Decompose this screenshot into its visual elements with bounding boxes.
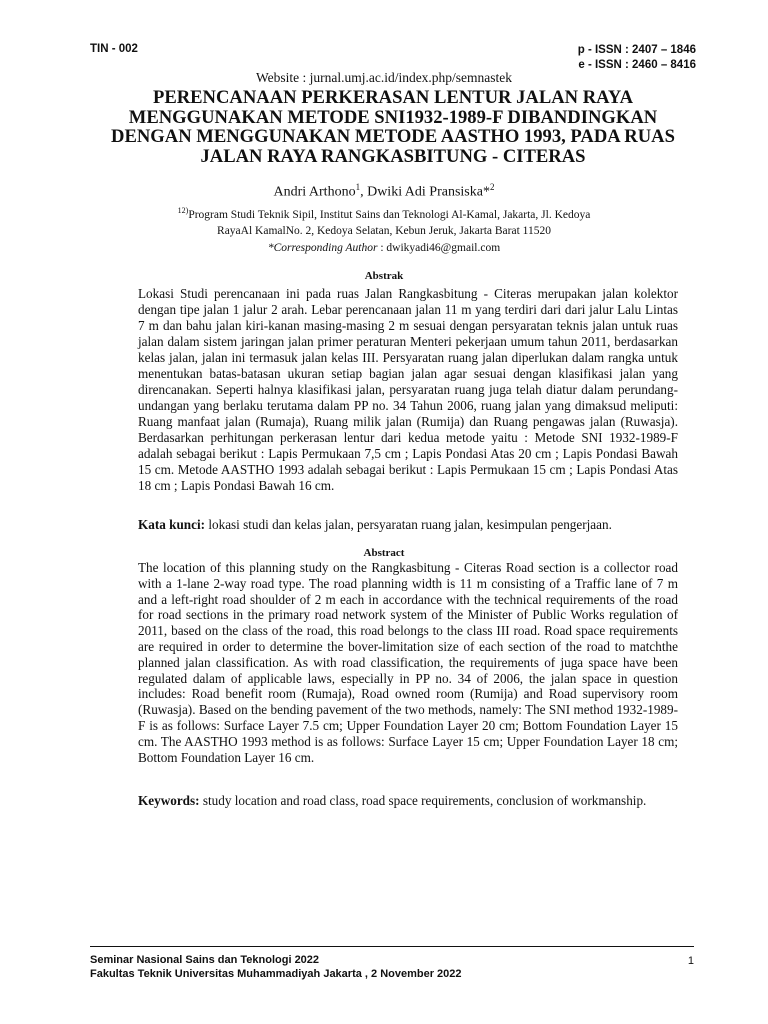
corresponding-author (0, 242, 768, 254)
abstrak-body: Lokasi Studi perencanaan ini pada ruas Jalan Rangkasbitung - Citeras merupakan jalan kolektor dengan tipe jalan 1 jalur 2 arah. Lebar perencanaan jalan 11 m yang terdiri dari dari jalur Lalu Lintas 7 m dan bahu jalan kiri-kanan masing-masing 2 m sesuai dengan persyaratan teknis jalan untuk ruas jalan dalam sistem jaringan jalan primer peraturan Menteri pekerjaan umum tahun 2011, berdasarkan kelas jalan, jalan ini termasuk jalan kelas III. Persyaratan ruang jalan diperlukan dalam rangka untuk menentukan batas-batasan ukuran setiap bagian jalan agar sesuai dengan klasifikasi jalan yang direncanakan. Seperti halnya klasifikasi jalan, persyaratan ruang juga telah diatur dalam perundang-undangan yang berlaku terutama dalam PP no. 34 Tahun 2006, ruang jalan yang dimaksud meliputi: Ruang manfaat jalan (Rumaja), Ruang milik jalan (Rumija) dan Ruang pengawas jalan (Ruwasja). Berdasarkan perhitungan perkerasan lentur dari kedua metode yaitu : Metode SNI 1932-1989-F adalah sebagai berikut : Lapis Permukaan 7,5 cm ; Lapis Pondasi Atas 20 cm ; Lapis Pondasi Bawah 15 cm. Metode AASTHO 1993 adalah sebagai berikut : Lapis Permukaan 15 cm ; Lapis Pondasi Atas 18 cm ; Lapis Pondasi Bawah 16 cm. (138, 286, 678, 493)
author-list (0, 182, 768, 201)
header-code: TIN - 002 (90, 43, 138, 55)
title-line: PERENCANAAN PERKERASAN LENTUR JALAN RAYA (152, 87, 634, 108)
title-line: MENGGUNAKAN METODE SNI1932-1989-F DIBANDINGKAN (128, 106, 658, 128)
corresponding-label: *Corresponding Author (267, 242, 378, 254)
keywords (138, 793, 698, 809)
website-line: Website : jurnal.umj.ac.id/index.php/semnastek (255, 70, 513, 85)
e-issn: e - ISSN : 2460 – 8416 (578, 58, 696, 71)
title-line: DENGAN MENGGUNAKAN METODE AASTHO 1993, PADA RUAS (111, 126, 675, 147)
kata-kunci-label: Kata kunci: (138, 517, 206, 532)
footer-conference: Seminar Nasional Sains dan Teknologi 2022 (90, 954, 320, 966)
author-affiliation-mark: 1 (355, 182, 361, 192)
title-line: JALAN RAYA RANGKASBITUNG - CITERAS (200, 145, 586, 167)
kata-kunci (138, 517, 698, 533)
issn-block (578, 43, 696, 72)
corresponding-email: : dwikyadi46@gmail.com (377, 242, 501, 254)
footer-institution: Fakultas Teknik Universitas Muhammadiyah Jakarta , 2 November 2022 (90, 968, 462, 980)
page-number: 1 (687, 955, 694, 967)
author-separator: , (360, 184, 368, 200)
p-issn: p - ISSN : 2407 – 1846 (577, 44, 696, 56)
kata-kunci-text: lokasi studi dan kelas jalan, persyaratan ruang jalan, kesimpulan pengerjaan. (205, 517, 612, 532)
paper-title (90, 88, 696, 166)
author-name: Andri Arthono (273, 184, 356, 200)
affiliation-text: Program Studi Teknik Sipil, Institut Sains dan Teknologi Al-Kamal, Jakarta, Jl. Kedoya (188, 208, 591, 221)
keywords-label: Keywords: (138, 793, 200, 808)
abstract-body: The location of this planning study on the Rangkasbitung - Citeras Road section is a collector road with a 1-lane 2-way road type. The road planning width is 11 m consisting of a Traffic lane of 7 m and a left-right road shoulder of 2 m each in accordance with the technical requirements of the road for road sections in the primary road network system of the Minister of Public Works regulation of 2011, based on the class of the road, this road belongs to the class III road. Road space requirements are required in order to determine the bover-limitation size of each section of the road to matchthe planned jalan classification. As with road classification, the requirements of juga space have been regulated dalam of applicable laws, especially in PP no. 34 of 2006, the jalan space in question includes: Road benefit room (Rumaja), Road owned room (Rumija) and Road supervisory room (Ruwasja). Based on the bending pavement of the two methods, namely: The SNI method 1932-1989-F is as follows: Surface Layer 7.5 cm; Upper Foundation Layer 20 cm; Bottom Foundation Layer 15 cm. The AASTHO 1993 method is as follows: Surface Layer 15 cm; Upper Foundation Layer 18 cm; Bottom Foundation Layer 16 cm. (138, 560, 678, 765)
affiliation-mark: 12) (177, 206, 189, 215)
author-name: Dwiki Adi Pransiska* (367, 184, 490, 200)
affiliation-line: RayaAl KamalNo. 2, Kedoya Selatan, Kebun Jeruk, Jakarta Barat 11520 (217, 225, 551, 237)
abstrak-heading: Abstrak (364, 270, 404, 282)
author-affiliation-mark: 2 (489, 182, 495, 192)
abstract-heading: Abstract (363, 547, 405, 559)
keywords-text: study location and road class, road space requirements, conclusion of workmanship. (199, 793, 647, 808)
footer-divider (90, 946, 694, 947)
affiliation-line (0, 206, 768, 221)
